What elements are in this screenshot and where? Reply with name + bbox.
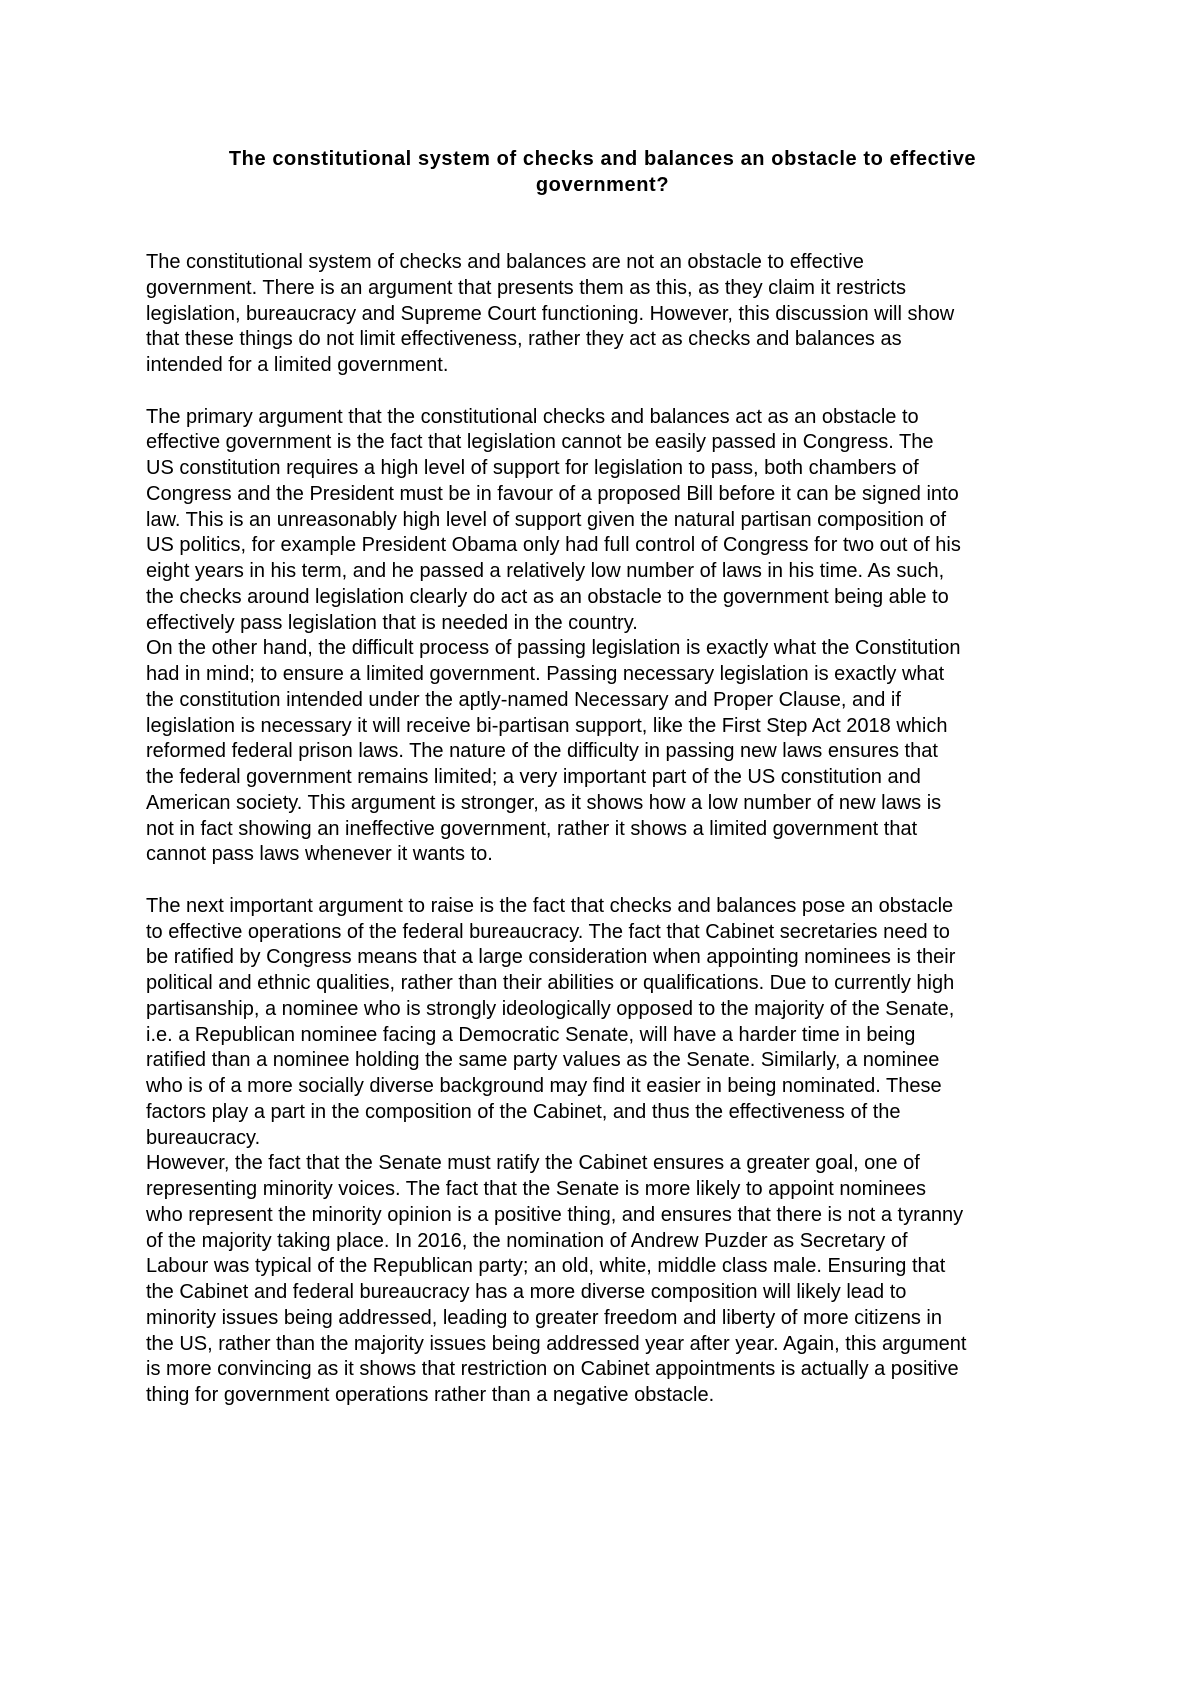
- paragraph-line: Labour was typical of the Republican party; an old, white, middle class male. Ensuring that: [146, 1255, 946, 1278]
- paragraph-line: be ratified by Congress means that a large consideration when appointing nominees is their: [146, 946, 956, 969]
- paragraph-line: who is of a more socially diverse background may find it easier in being nominated. These: [146, 1075, 942, 1097]
- paragraph-line: not in fact showing an ineffective government, rather it shows a limited government that: [146, 817, 918, 840]
- paragraph-line: Congress and the President must be in favour of a proposed Bill before it can be signed into: [146, 482, 959, 505]
- paragraph-line: government. There is an argument that presents them as this, as they claim it restricts: [146, 276, 906, 299]
- paragraph-line: who represent the minority opinion is a positive thing, and ensures that there is not a tyranny: [146, 1203, 964, 1226]
- paragraph-line: bureaucracy.: [146, 1126, 261, 1149]
- paragraph-gap: [146, 868, 1081, 894]
- paragraph-line: the US, rather than the majority issues being addressed year after year. Again, this argument: [146, 1332, 967, 1355]
- paragraph-1: [146, 250, 1081, 379]
- title-line-1: The constitutional system of checks and balances an obstacle to effective: [228, 148, 977, 170]
- paragraph-gap: [146, 379, 1081, 405]
- paragraph-line: US constitution requires a high level of support for legislation to pass, both chambers of: [146, 457, 919, 479]
- paragraph-line: The primary argument that the constitutional checks and balances act as an obstacle to: [146, 405, 919, 428]
- paragraph-line: On the other hand, the difficult process of passing legislation is exactly what the Constitution: [146, 637, 961, 660]
- paragraph-line: effective government is the fact that legislation cannot be easily passed in Congress. The: [146, 431, 934, 454]
- paragraph-line: effectively pass legislation that is needed in the country.: [146, 611, 638, 634]
- paragraph-line: American society. This argument is stronger, as it shows how a low number of new laws is: [146, 791, 942, 814]
- paragraph-2: [146, 405, 1081, 637]
- paragraph-line: the checks around legislation clearly do act as an obstacle to the government being able to: [146, 585, 949, 608]
- paragraph-line: ratified than a nominee holding the same party values as the Senate. Similarly, a nominee: [146, 1049, 940, 1072]
- paragraph-line: cannot pass laws whenever it wants to.: [146, 843, 493, 866]
- paragraph-3: [146, 636, 1081, 868]
- paragraph-line: the Cabinet and federal bureaucracy has a more diverse composition will likely lead to: [146, 1281, 907, 1303]
- paragraph-line: the constitution intended under the aptly-named Necessary and Proper Clause, and if: [146, 688, 901, 711]
- paragraph-line: US politics, for example President Obama only had full control of Congress for two out of his: [146, 534, 961, 557]
- paragraph-5: [146, 1151, 1081, 1409]
- paragraph-line: factors play a part in the composition of the Cabinet, and thus the effectiveness of the: [146, 1100, 901, 1123]
- paragraph-line: to effective operations of the federal bureaucracy. The fact that Cabinet secretaries need to: [146, 920, 950, 943]
- paragraph-line: minority issues being addressed, leading to greater freedom and liberty of more citizens in: [146, 1306, 942, 1329]
- paragraph-line: intended for a limited government.: [146, 354, 449, 376]
- paragraph-line: i.e. a Republican nominee facing a Democratic Senate, will have a harder time in being: [146, 1023, 916, 1046]
- paragraph-line: is more convincing as it shows that restriction on Cabinet appointments is actually a positive: [146, 1358, 959, 1381]
- paragraph-line: legislation, bureaucracy and Supreme Court functioning. However, this discussion will show: [146, 302, 955, 325]
- paragraph-4: [146, 894, 1081, 1152]
- paragraph-line: legislation is necessary it will receive bi-partisan support, like the First Step Act 2018 which: [146, 714, 948, 737]
- paragraph-line: However, the fact that the Senate must ratify the Cabinet ensures a greater goal, one of: [146, 1152, 920, 1175]
- paragraph-line: partisanship, a nominee who is strongly ideologically opposed to the majority of the Senate,: [146, 997, 955, 1020]
- paragraph-line: that these things do not limit effectiveness, rather they act as checks and balances as: [146, 328, 902, 351]
- document-title: [145, 146, 1060, 198]
- paragraph-line: reformed federal prison laws. The nature of the difficulty in passing new laws ensures that: [146, 740, 938, 763]
- paragraph-line: eight years in his term, and he passed a relatively low number of laws in his time. As such,: [146, 560, 945, 582]
- paragraph-line: representing minority voices. The fact that the Senate is more likely to appoint nominees: [146, 1178, 927, 1200]
- paragraph-line: the federal government remains limited; a very important part of the US constitution and: [146, 766, 921, 788]
- document-body: [146, 250, 1081, 1409]
- paragraph-line: of the majority taking place. In 2016, the nomination of Andrew Puzder as Secretary of: [146, 1229, 908, 1252]
- paragraph-line: had in mind; to ensure a limited government. Passing necessary legislation is exactly what: [146, 663, 945, 685]
- title-line-2: government?: [535, 174, 670, 196]
- paragraph-line: The constitutional system of checks and balances are not an obstacle to effective: [146, 251, 864, 273]
- paragraph-line: The next important argument to raise is the fact that checks and balances pose an obstacle: [146, 894, 954, 917]
- paragraph-line: political and ethnic qualities, rather than their abilities or qualifications. Due to currently high: [146, 972, 955, 994]
- paragraph-line: thing for government operations rather than a negative obstacle.: [146, 1384, 715, 1406]
- paragraph-line: law. This is an unreasonably high level of support given the natural partisan composition of: [146, 508, 947, 531]
